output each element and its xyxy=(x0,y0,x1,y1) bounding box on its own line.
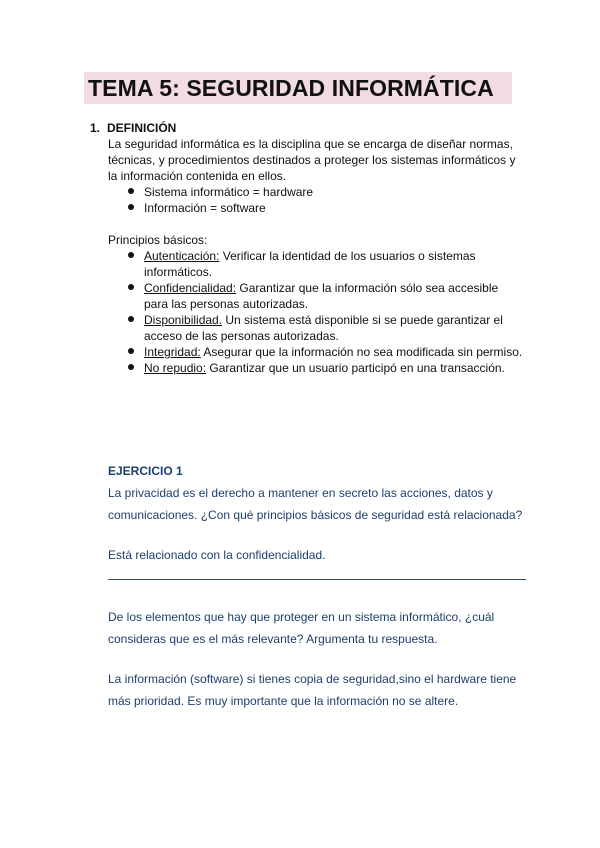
section-heading-text: DEFINICIÓN xyxy=(107,121,177,135)
principle-desc: Garantizar que la información sólo sea accesible xyxy=(236,281,499,295)
principle-desc: Garantizar que un usuario participó en una transacción. xyxy=(206,361,505,375)
principle-term: No repudio: xyxy=(144,361,207,375)
principle-item xyxy=(144,280,534,312)
bullet-icon xyxy=(128,204,134,210)
definition-line: La seguridad informática es la disciplina que se encarga de diseñar normas, xyxy=(108,137,513,151)
page-title: TEMA 5: SEGURIDAD INFORMÁTICA xyxy=(84,72,512,104)
bullet-icon xyxy=(128,316,134,322)
bullet-icon xyxy=(128,188,134,194)
principle-desc-cont: informáticos. xyxy=(144,265,213,279)
principle-term: Confidencialidad: xyxy=(144,281,237,295)
bullet-icon xyxy=(128,364,134,370)
principle-item xyxy=(144,360,534,376)
principle-term: Integridad: xyxy=(144,345,201,359)
question-line: consideras que es el más relevante? Argumenta tu respuesta. xyxy=(108,632,438,646)
principle-item xyxy=(144,248,534,280)
definition-line: la información contenida en ellos. xyxy=(108,169,287,183)
bullet-icon xyxy=(128,348,134,354)
principle-term: Disponibilidad. xyxy=(144,313,223,327)
question-line: De los elementos que hay que proteger en un sistema informático, ¿cuál xyxy=(108,610,495,624)
exercise-heading: EJERCICIO 1 xyxy=(108,464,183,478)
bullet-icon xyxy=(128,284,134,290)
principle-desc-cont: acceso de las personas autorizadas. xyxy=(144,329,339,343)
principle-desc: Un sistema está disponible si se puede garantizar el xyxy=(222,313,503,327)
principle-desc-cont: para las personas autorizadas. xyxy=(144,297,309,311)
principle-item xyxy=(144,344,534,360)
answer-line: más prioridad. Es muy importante que la información no se altere. xyxy=(108,694,459,708)
principle-desc: Verificar la identidad de los usuarios o sistemas xyxy=(219,249,476,263)
section-heading xyxy=(90,120,176,136)
bullet-item xyxy=(144,200,534,216)
bullet-text: Información = software xyxy=(144,201,266,215)
principle-desc: Asegurar que la información no sea modificada sin permiso. xyxy=(200,345,523,359)
answer-line: La información (software) si tienes copia de seguridad,sino el hardware tiene xyxy=(108,672,517,686)
bullet-text: Sistema informático = hardware xyxy=(144,185,314,199)
section-number: 1. xyxy=(90,121,101,135)
bullet-icon xyxy=(128,252,134,258)
question-line: La privacidad es el derecho a mantener en secreto las acciones, datos y xyxy=(108,486,493,500)
bullet-item xyxy=(144,184,534,200)
divider xyxy=(108,579,526,580)
question-line: comunicaciones. ¿Con qué principios básicos de seguridad está relacionada? xyxy=(108,508,523,522)
principle-item xyxy=(144,312,534,344)
principles-label: Principios básicos: xyxy=(108,233,208,247)
answer-line: Está relacionado con la confidencialidad. xyxy=(108,548,326,562)
principle-term: Autenticación: xyxy=(144,249,220,263)
definition-line: técnicas, y procedimientos destinados a proteger los sistemas informáticos y xyxy=(108,153,516,167)
